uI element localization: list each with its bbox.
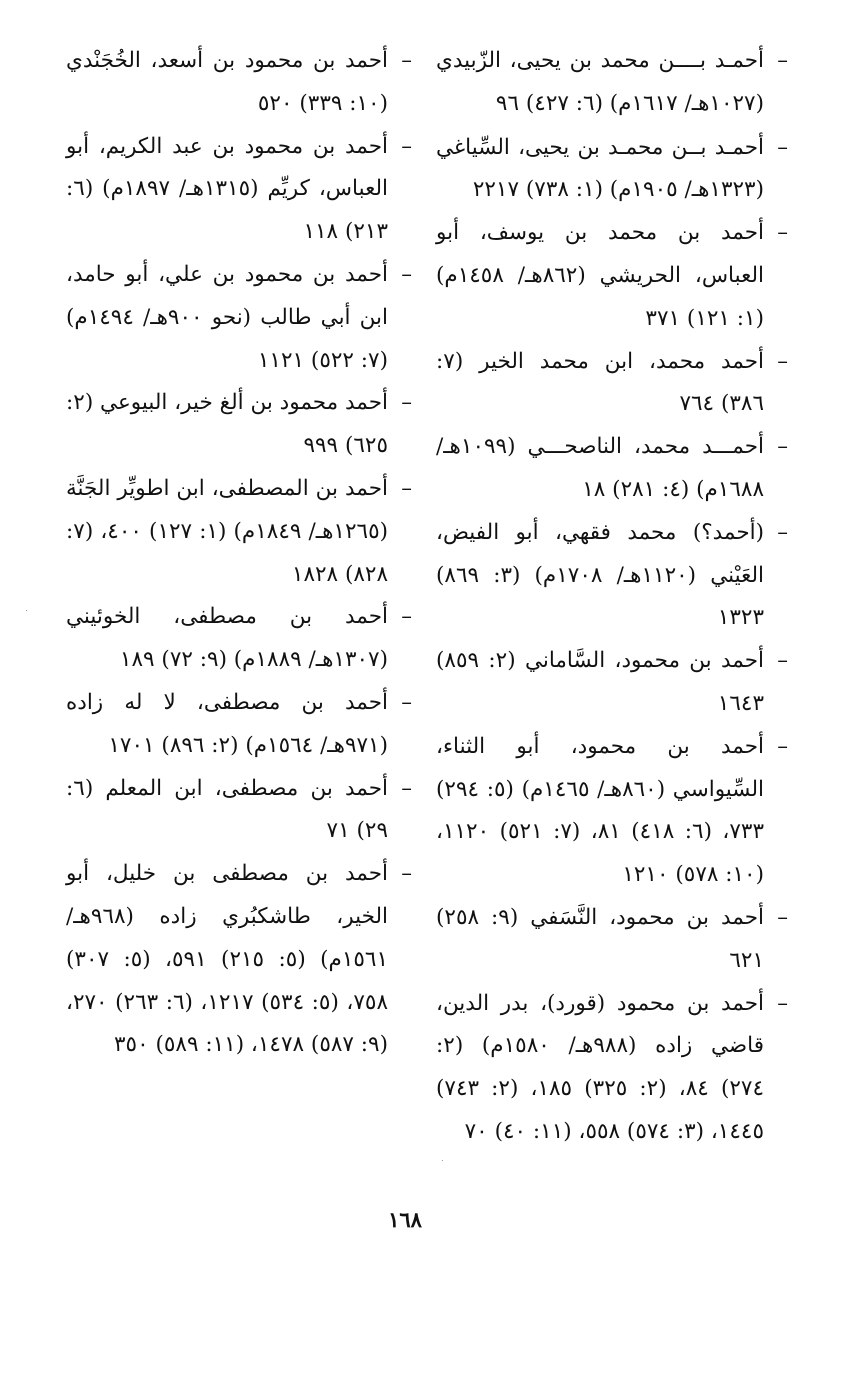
entry-dash: –	[777, 904, 788, 930]
entry-text: أحمد محمد، ابن محمد الخير (٧: ٣٨٦) ٧٦٤	[436, 348, 764, 417]
entry-dash: –	[401, 861, 412, 887]
entry-text: أحمد بن محمود بن عبد الكريم، أبو العباس، كريِّم (١٣١٥هـ/ ١٨٩٧م) (٦: ٢١٣) ١١٨	[66, 133, 388, 245]
index-entry	[66, 468, 412, 596]
entry-text: أحمد بن محمود، السَّاماني (٢: ٨٥٩) ١٦٤٣	[436, 648, 764, 716]
index-entry	[66, 853, 412, 1067]
entry-dash: –	[777, 519, 788, 545]
entry-text: أحمد بن محمود بن علي، أبو حامد، ابن أبي طالب (نحو ٩٠٠هـ/ ١٤٩٤م) (٧: ٥٢٢) ١١٢١	[66, 261, 388, 373]
index-entry	[436, 983, 788, 1154]
entry-dash: –	[401, 261, 412, 287]
index-entry	[66, 768, 412, 854]
entry-dash: –	[777, 348, 788, 374]
page-number: ١٦٨	[388, 1207, 422, 1232]
entry-dash: –	[401, 390, 412, 416]
index-entry	[436, 897, 788, 983]
entry-text: أحمد بن محمود (قورد)، بدر الدين، قاضي زاده (٩٨٨هـ/ ١٥٨٠م) (٢: ٢٧٤) ٨٤، (٢: ٣٢٥) ١٨٥، (٢: ٧٤٣) ١٤٤٥، (٣: ٥٧٤) ٥٥٨، (١١: ٤٠) ٧٠	[436, 990, 764, 1144]
entry-dash: –	[777, 134, 788, 160]
entry-text: أحمد بن محمود بن أسعد، الخُجَنْدي (١٠: ٣٣٩) ٥٢٠	[66, 48, 388, 116]
entry-text: أحمد بن مصطفى بن خليل، أبو الخير، طاشكبُري زاده (٩٦٨هـ/ ١٥٦١م) (٥: ٢١٥) ٥٩١، (٥: ٣٠٧) ٧٥٨، (٥: ٥٣٤) ١٢١٧، (٦: ٢٦٣) ٢٧٠، (٩: ٥٨٧) ١٤٧٨، (١١: ٥٨٩) ٣٥٠	[66, 861, 389, 1058]
entry-text: أحمـد بــن محمـد بن يحيى، السِّياغي (١٣٢٣هـ/ ١٩٠٥م) (١: ٧٣٨) ٢٢١٧	[436, 134, 764, 203]
entry-dash: –	[401, 133, 412, 159]
entry-text: أحمد بن مصطفى، الخوئيني (١٣٠٧هـ/ ١٨٨٩م) (٩: ٧٢) ١٨٩	[66, 604, 388, 673]
entry-dash: –	[401, 689, 412, 715]
index-entry	[66, 682, 412, 768]
entry-dash: –	[401, 475, 412, 501]
index-entry	[66, 126, 412, 254]
index-entry	[436, 212, 788, 340]
entry-text: أحمد بن محمود، النَّسَفي (٩: ٢٥٨) ٦٢١	[436, 904, 764, 973]
entry-dash: –	[401, 48, 412, 73]
entry-dash: –	[777, 733, 788, 759]
index-entry	[66, 596, 412, 682]
index-entry	[436, 512, 788, 640]
entry-dash: –	[777, 48, 788, 73]
index-entry	[436, 426, 788, 512]
index-entry	[436, 127, 788, 213]
index-entry	[436, 726, 788, 897]
index-entry	[66, 40, 412, 126]
index-entry	[66, 254, 412, 382]
index-entry	[436, 640, 788, 726]
entry-text: أحمـــد محمد، الناصحـــي (١٠٩٩هـ/ ١٦٨٨م) (٤: ٢٨١) ١٨	[436, 434, 764, 502]
entry-dash: –	[401, 604, 412, 630]
entry-dash: –	[777, 434, 788, 460]
entry-text: أحمد بن محمد بن يوسف، أبو العباس، الحريشي (٨٦٢هـ/ ١٤٥٨م) (١: ١٢١) ٣٧١	[436, 220, 764, 331]
entry-dash: –	[401, 775, 412, 801]
entry-dash: –	[777, 990, 788, 1016]
entry-text: أحمد بن محمود، أبو الثناء، السِّيواسي (٨٦٠هـ/ ١٤٦٥م) (٥: ٢٩٤) ٧٣٣، (٦: ٤١٨) ٨١، (٧: ٥٢١) ١١٢٠، (١٠: ٥٧٨) ١٢١٠	[436, 733, 765, 888]
entry-text: أحمد بن المصطفى، ابن اطويِّر الجَنَّة (١٢٦٥هـ/ ١٨٤٩م) (١: ١٢٧) ٤٠٠، (٧: ٨٢٨) ١٨٢٨	[66, 475, 389, 587]
entry-text: أحمد محمود بن ألغ خير، البيوعي (٢: ٦٢٥) ٩٩٩	[66, 390, 388, 459]
entry-text: أحمد بن مصطفى، ابن المعلم (٦: ٢٩) ٧١	[66, 775, 388, 844]
index-entry	[66, 382, 412, 468]
index-entry	[436, 40, 788, 126]
entry-dash: –	[777, 648, 788, 674]
entry-text: (أحمد؟) محمد فقهي، أبو الفيض، العَيْني (١١٢٠هـ/ ١٧٠٨م) (٣: ٨٦٩) ١٣٢٣	[436, 519, 764, 631]
scan-speck	[442, 1160, 443, 1161]
right-column	[436, 40, 788, 1154]
left-column	[66, 40, 412, 1067]
index-entry	[436, 341, 788, 427]
scan-speck	[26, 610, 27, 611]
entry-text: أحمـد بــــن محمد بن يحيى، الزّبيدي (١٠٢٧هـ/ ١٦١٧م) (٦: ٤٢٧) ٩٦	[436, 48, 764, 116]
entry-text: أحمد بن مصطفى، لا له زاده (٩٧١هـ/ ١٥٦٤م) (٢: ٨٩٦) ١٧٠١	[66, 689, 388, 758]
entry-dash: –	[777, 220, 788, 246]
